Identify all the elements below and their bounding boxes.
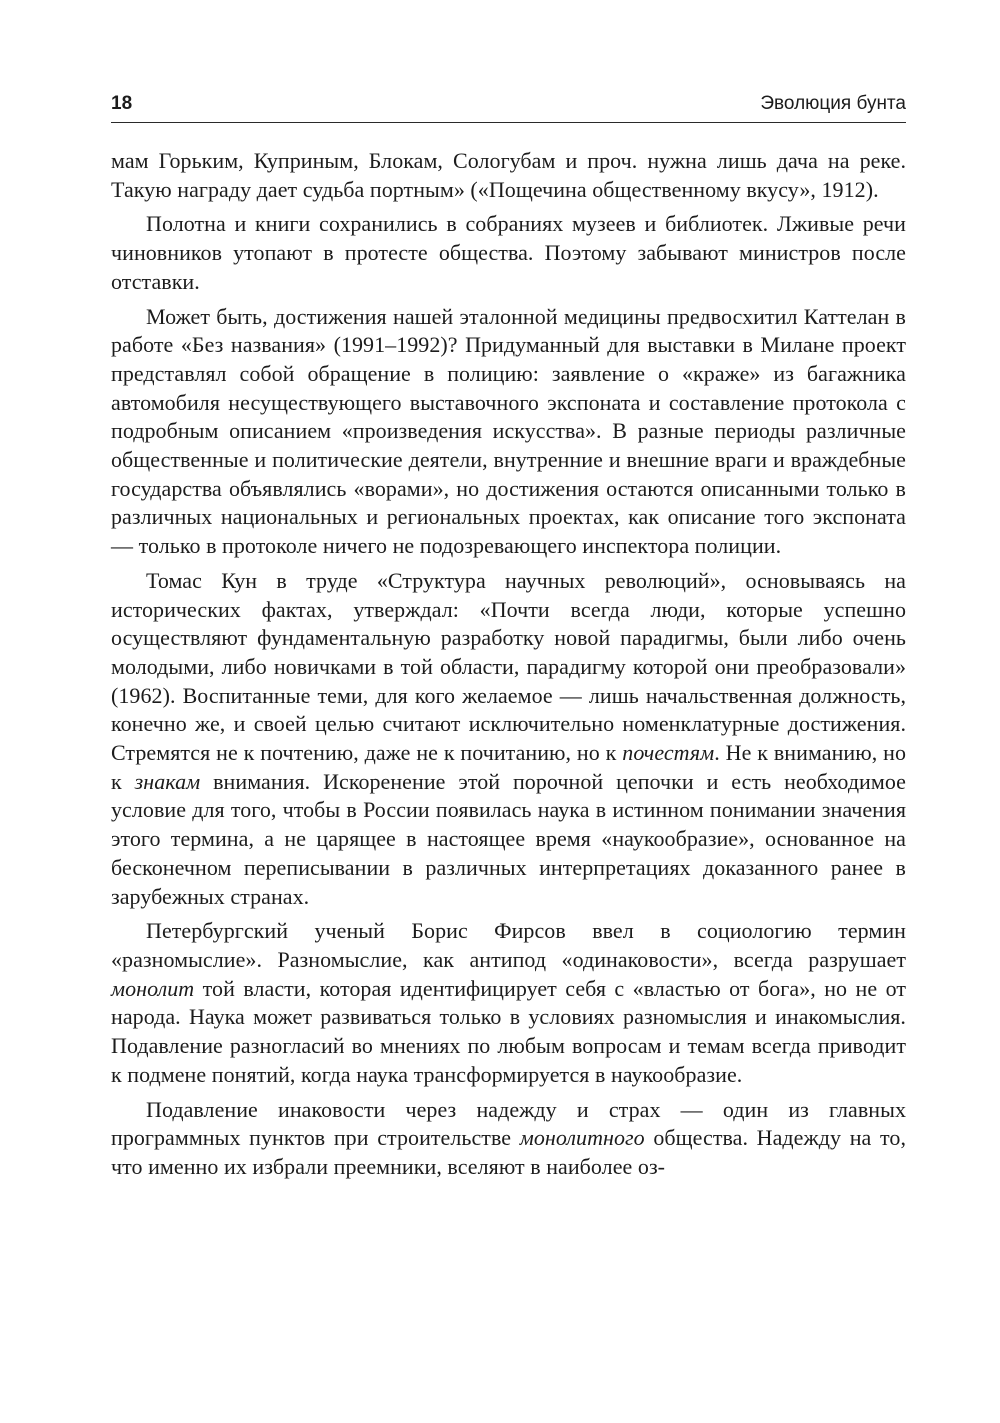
text-segment: внимания. Искоренение этой порочной цепочки и есть необходимое условие для того, чтобы в России появилась наука в истинном понимании значения этого термина, а не царящее в настоящее время «наукообразие», основанное на бесконечном переписывании в различных интерпретациях доказанного ранее в зарубежных странах. (111, 768, 906, 909)
text-segment: . Не к вниманию, но к (111, 740, 906, 794)
paragraph (111, 303, 906, 561)
text-segment: общества. Надежду на то, что именно их избрали преемники, вселяют в наиболее оз- (111, 1125, 906, 1179)
paragraph (111, 147, 906, 204)
paragraph (111, 567, 906, 911)
italic-text: монолит (111, 975, 195, 1001)
text-segment: Подавление инаковости через надежду и страх — один из главных программных пунктов при строительстве (111, 1096, 906, 1151)
body-text (111, 147, 906, 1188)
paragraph (111, 1096, 906, 1182)
italic-text: знакам (134, 768, 201, 794)
italic-text: монолитного (519, 1125, 645, 1151)
paragraph (111, 210, 906, 296)
text-segment: той власти, которая идентифицирует себя с «властью от бога», но не от народа. Наука может развиваться только в условиях разномыслия и инакомыслия. Подавление разногласий во мнениях по любым вопросам и темам всегда приводит к подмене понятий, когда наука трансформируется в наукообразие. (111, 975, 906, 1087)
text-segment: Томас Кун в труде «Структура научных революций», основываясь на исторических фактах, утверждал: «Почти всегда люди, которые успешно осуществляют фундаментальную разработку новой парадигмы, были либо очень молодыми, либо новичками в той области, парадигму которой они преобразовали» (1962). Воспитанные теми, для кого желаемое — лишь начальственная должность, конечно же, и своей целью считают исключительно номенклатурные достижения. Стремятся не к почтению, даже не к почитанию, но к (111, 567, 906, 766)
book-page (111, 0, 906, 1423)
running-title: Эволюция бунта (760, 93, 906, 114)
italic-text: почестям (622, 740, 715, 766)
page-number: 18 (111, 93, 133, 114)
text-segment: Полотна и книги сохранились в собраниях музеев и библиотек. Лживые речи чиновников утопают в протесте общества. Поэтому забывают министров после отставки. (111, 211, 906, 294)
page-header (111, 92, 906, 123)
text-segment: Петербургский ученый Борис Фирсов ввел в социологию термин «разномыслие». Разномыслие, как антипод «одинаковости», всегда разрушает (111, 918, 906, 972)
text-segment: мам Горьким, Куприным, Блокам, Сологубам и проч. нужна лишь дача на реке. Такую награду дает судьба портным» («Пощечина общественному вкусу», 1912). (111, 148, 906, 202)
text-segment: Может быть, достижения нашей эталонной медицины предвосхитил Каттелан в работе «Без названия» (1991–1992)? Придуманный для выставки в Милане проект представлял собой обращение в полицию: заявление о «краже» из багажника автомобиля несуществующего выставочного экспоната и составление протокола с подробным описанием «произведения искусства». В разные периоды различные общественные и политические деятели, внутренние и внешние враги и враждебные государства объявлялись «ворами», но достижения остаются описанными только в различных национальных и региональных проектах, как описание того экспоната — только в протоколе ничего не подозревающего инспектора полиции. (111, 303, 906, 559)
paragraph (111, 917, 906, 1089)
